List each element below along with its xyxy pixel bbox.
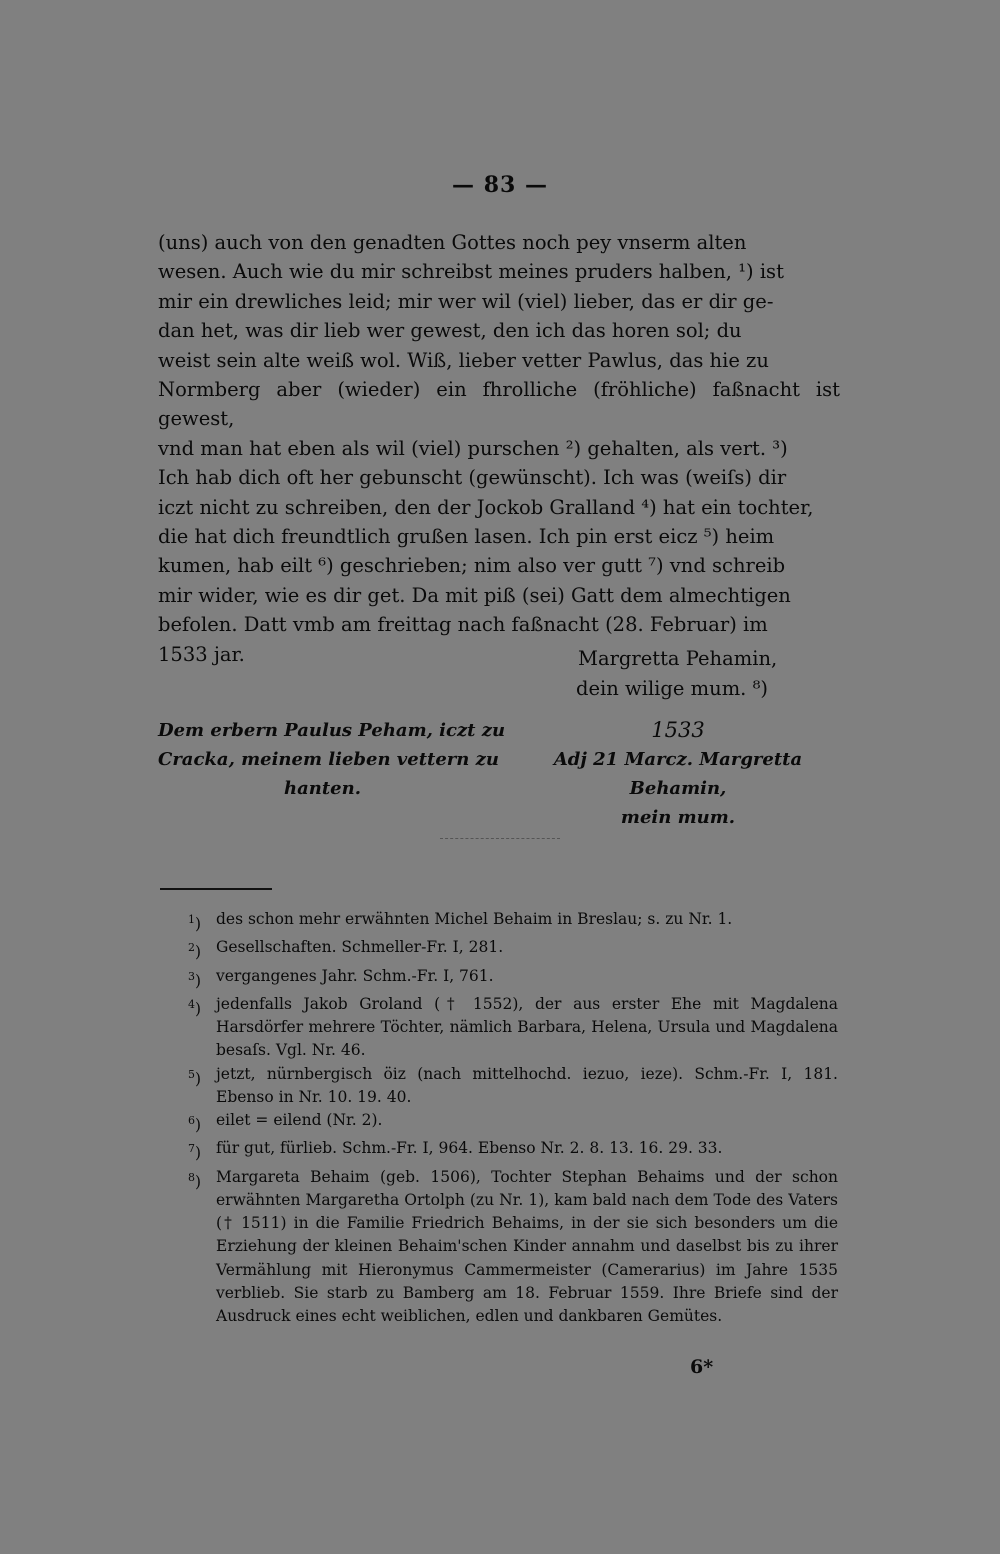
footnote-text: des schon mehr erwähnten Michel Behaim in Breslau; s. zu Nr. 1.	[216, 910, 733, 928]
letter-body	[158, 228, 840, 669]
letter-line: 1533 jar.	[158, 642, 245, 666]
letter-line: mir wider, wie es dir get. Da mit piß (sei) Gatt dem almechtigen	[158, 583, 791, 607]
address-block	[158, 716, 508, 803]
footnote-number: $^7$)	[188, 1142, 202, 1163]
signature-name: Margretta Pehamin,	[578, 647, 778, 670]
address-line: hanten.	[284, 778, 361, 799]
footnote	[188, 965, 838, 993]
letter-line: befolen. Datt vmb am freittag nach faßnacht (28. Februar) im	[158, 613, 768, 637]
footnote-number: $^6$)	[188, 1114, 202, 1135]
letter-line: dan het, was dir lieb wer gewest, den ich das horen sol; du	[158, 319, 742, 343]
endorsement-block	[508, 716, 848, 832]
footnote-text: jedenfalls Jakob Groland († 1552), der aus erster Ehe mit Magdalena Harsdörfer mehrere Töchter, nämlich Barbara, Helena, Ursula und Magdalena besaſs. Vgl. Nr. 46.	[216, 995, 838, 1060]
footnotes	[188, 908, 838, 1328]
sheet-signature: 6*	[690, 1356, 714, 1378]
footnote	[188, 908, 838, 936]
letter-line: weist sein alte weiß wol. Wiß, lieber vetter Pawlus, das hie zu	[158, 348, 769, 372]
letter-line: (uns) auch von den genadten Gottes noch pey vnserm alten	[158, 231, 747, 254]
letter-line: Normberg aber (wieder) ein fhrolliche (fröhliche) faßnacht ist gewest,	[158, 378, 840, 431]
footnote-text: vergangenes Jahr. Schm.-Fr. I, 761.	[216, 966, 494, 985]
letter-line: mir ein drewliches leid; mir wer wil (viel) lieber, das er dir ge-	[158, 289, 774, 313]
footnote-number: $^8$)	[188, 1170, 202, 1191]
footnote-text: Gesellschaften. Schmeller-Fr. I, 281.	[216, 938, 504, 957]
footnote	[188, 936, 838, 964]
endorsement-line: Adj 21 Marcz. Margretta Behamin,	[553, 749, 803, 799]
letter-line: Ich hab dich oft her gebunscht (gewünscht). Ich was (weiſs) dir	[158, 466, 787, 490]
footnote	[188, 1166, 838, 1328]
footnote-number: $^5$)	[188, 1067, 202, 1088]
footnote	[188, 993, 838, 1063]
footnote-rule	[160, 888, 272, 890]
faint-divider	[440, 838, 560, 839]
letter-line: vnd man hat eben als wil (viel) purschen ²) gehalten, als vert. ³)	[158, 436, 788, 460]
endorsement-line: mein mum.	[620, 807, 736, 828]
footnote-text: jetzt, nürnbergisch öiz (nach mittelhochd. iezuo, ieze). Schm.-Fr. I, 181. Ebenso in Nr. 10. 19. 40.	[216, 1064, 838, 1106]
address-line: Cracka, meinem lieben vettern zu	[158, 749, 499, 770]
footnote	[188, 1063, 838, 1109]
letter-line: iczt nicht zu schreiben, den der Jockob Gralland ⁴) hat ein tochter,	[158, 495, 814, 519]
letter-line: wesen. Auch wie du mir schreibst meines pruders halben, ¹) ist	[158, 260, 784, 284]
page-number: — 83 —	[452, 172, 548, 198]
footnote-number: $^2$)	[188, 941, 202, 962]
footnote-number: $^4$)	[188, 998, 202, 1019]
footnote-number: $^1$)	[188, 913, 202, 934]
address-line: Dem erbern Paulus Peham, iczt zu	[158, 720, 506, 741]
endorsement-year: 1533	[651, 718, 705, 742]
footnote-text: eilet = eilend (Nr. 2).	[216, 1111, 383, 1130]
footnote-text: Margareta Behaim (geb. 1506), Tochter Stephan Behaims und der schon erwähnten Margaretha Ortolph (zu Nr. 1), kam bald nach dem Tode des Vaters († 1511) in die Familie Friedrich Behaims, in der sie sich besonders um die Erziehung der kleinen Behaim'schen Kinder annahm und daselbst bis zu ihrer Vermählung mit Hieronymus Cammermeister (Camerarius) im Jahre 1535 verblieb. Sie starb zu Bamberg am 18. Februar 1559. Ihre Briefe sind der Ausdruck eines echt weiblichen, edlen und dankbaren Gemütes.	[216, 1167, 838, 1326]
signature-closing: dein wilige mum. ⁸)	[576, 677, 769, 700]
footnote	[188, 1109, 838, 1137]
footnote	[188, 1137, 838, 1165]
footnote-text: für gut, fürlieb. Schm.-Fr. I, 964. Ebenso Nr. 2. 8. 13. 16. 29. 33.	[216, 1139, 723, 1158]
letter-line: die hat dich freundtlich grußen lasen. Ich pin erst eicz ⁵) heim	[158, 525, 775, 549]
footnote-number: $^3$)	[188, 969, 202, 990]
letter-line: kumen, hab eilt ⁶) geschrieben; nim also ver gutt ⁷) vnd schreib	[158, 554, 786, 578]
letter-signature	[576, 644, 846, 704]
